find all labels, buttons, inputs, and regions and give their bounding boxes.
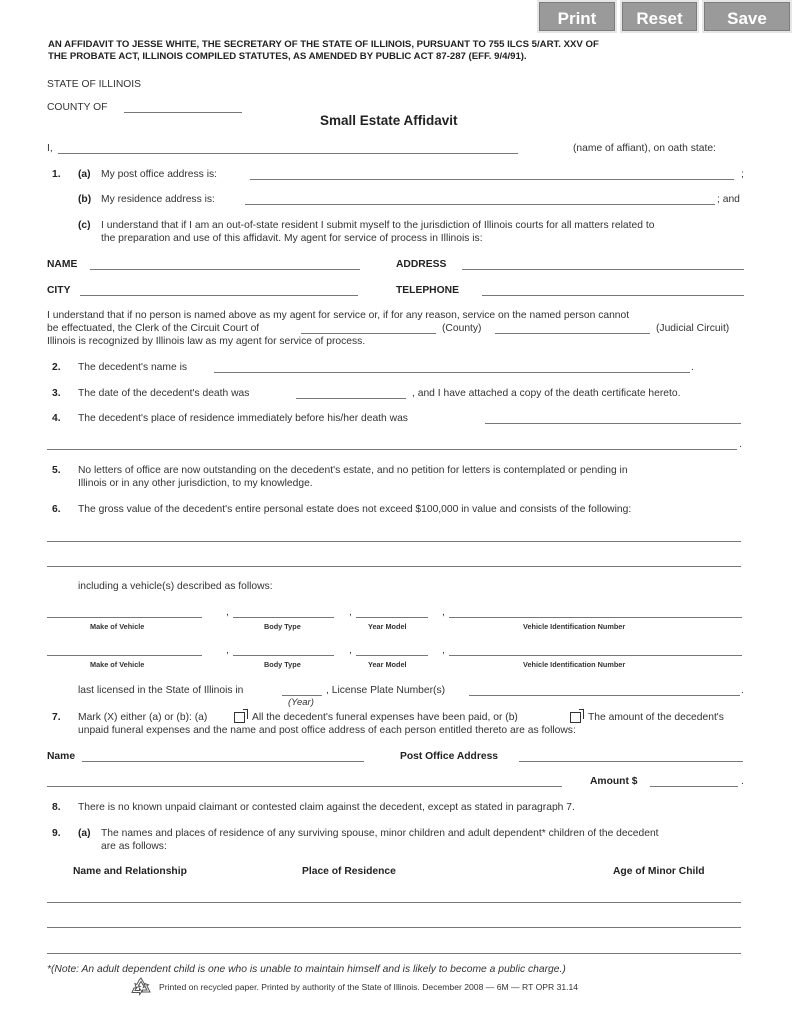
comma: , <box>226 607 229 618</box>
license-year-field[interactable] <box>282 695 322 696</box>
vehicle-2-year-field[interactable] <box>356 655 428 656</box>
estate-description-field-1[interactable] <box>47 541 741 542</box>
affiant-name-field[interactable] <box>58 153 518 154</box>
vehicle-2-make-label: Make of Vehicle <box>90 660 145 669</box>
vehicle-2-body-field[interactable] <box>233 655 334 656</box>
item-7-line-2: unpaid funeral expenses and the name and post office address of each person entitled thereto are as follows: <box>78 725 576 736</box>
vehicle-2-year-label: Year Model <box>368 660 407 669</box>
item-2-number: 2. <box>52 362 61 373</box>
save-button[interactable]: Save <box>702 0 792 33</box>
item-3-text: The date of the decedent's death was <box>78 388 250 399</box>
clerk-paragraph-line-1: I understand that if no person is named above as my agent for service or, if for any reason, service on the named person cannot <box>47 310 630 321</box>
print-button[interactable]: Print <box>537 0 617 33</box>
item-8-number: 8. <box>52 802 61 813</box>
item-5-line-1: No letters of office are now outstanding on the decedent's estate, and no petition for letters is contemplated or pending in <box>78 465 628 476</box>
header-line-1: AN AFFIDAVIT TO JESSE WHITE, THE SECRETARY OF THE STATE OF ILLINOIS, PURSUANT TO 755 ILCS 5/ART. XXV OF <box>48 39 599 50</box>
heirs-row-2-field[interactable] <box>47 927 741 928</box>
claimant-address-field[interactable] <box>47 786 562 787</box>
heirs-row-3-field[interactable] <box>47 953 741 954</box>
heirs-row-1-field[interactable] <box>47 902 741 903</box>
item-6-number: 6. <box>52 504 61 515</box>
heirs-place-column: Place of Residence <box>302 866 396 877</box>
footer-text: Printed on recycled paper. Printed by authority of the State of Illinois. December 2008 — 6M — RT OPR 31.14 <box>159 982 579 992</box>
vehicle-1-body-label: Body Type <box>264 622 301 631</box>
item-2-end: . <box>691 362 694 373</box>
year-caption: (Year) <box>288 697 314 708</box>
clerk-paragraph-line-2a: be effectuated, the Clerk of the Circuit Court of <box>47 323 260 334</box>
decedent-name-field[interactable] <box>214 372 690 373</box>
item-1c-text-1: I understand that if I am an out-of-state resident I submit myself to the jurisdiction of Illinois courts for all matters related to <box>101 220 655 231</box>
item-4-text: The decedent's place of residence immediately before his/her death was <box>78 413 408 424</box>
vehicle-1-make-label: Make of Vehicle <box>90 622 145 631</box>
place-of-residence-field-1[interactable] <box>485 423 741 424</box>
vehicle-1-make-field[interactable] <box>47 617 202 618</box>
item-3-number: 3. <box>52 388 61 399</box>
clerk-paragraph-line-2b: (County) <box>442 323 482 334</box>
agent-address-label: ADDRESS <box>396 259 447 270</box>
county-label: COUNTY OF <box>47 102 108 113</box>
residence-address-field[interactable] <box>245 204 715 205</box>
comma: , <box>349 645 352 656</box>
comma: , <box>226 645 229 656</box>
agent-city-field[interactable] <box>80 295 358 296</box>
license-plate-field[interactable] <box>469 695 740 696</box>
item-9-line-2: are as follows: <box>101 841 167 852</box>
estate-description-field-2[interactable] <box>47 566 741 567</box>
licensed-text-a: last licensed in the State of Illinois in <box>78 685 244 696</box>
item-5-line-2: Illinois or in any other jurisdiction, to my knowledge. <box>78 478 313 489</box>
item-1c-label: (c) <box>78 220 91 231</box>
vehicle-1-year-label: Year Model <box>368 622 407 631</box>
amount-end: . <box>741 776 744 787</box>
death-date-field[interactable] <box>296 398 406 399</box>
vehicle-2-vin-label: Vehicle Identification Number <box>523 660 626 669</box>
licensed-text-b: , License Plate Number(s) <box>326 685 446 696</box>
item-1-number: 1. <box>52 169 61 180</box>
vehicle-2-make-field[interactable] <box>47 655 202 656</box>
option-a-checkbox[interactable] <box>234 712 245 723</box>
vehicle-1-vin-field[interactable] <box>449 617 742 618</box>
item-1b-label: (b) <box>78 194 92 205</box>
dependent-child-note: *(Note: An adult dependent child is one who is unable to maintain himself and is likely to become a public charge.) <box>47 964 566 975</box>
agent-telephone-field[interactable] <box>482 295 744 296</box>
item-1c-text-2: the preparation and use of this affidavit. My agent for service of process in Illinois is: <box>101 233 483 244</box>
item-9-number: 9. <box>52 828 61 839</box>
item-7-text-b: All the decedent's funeral expenses have been paid, or (b) <box>252 712 518 723</box>
amount-field[interactable] <box>650 786 738 787</box>
item-7-text-c: The amount of the decedent's <box>588 712 724 723</box>
item-4-end: . <box>739 439 742 450</box>
clerk-paragraph-line-3: Illinois is recognized by Illinois law as my agent for service of process. <box>47 336 366 347</box>
reset-button[interactable]: Reset <box>620 0 699 33</box>
affiant-prefix: I, <box>47 143 53 154</box>
claimant-name-field[interactable] <box>82 761 364 762</box>
heirs-name-column: Name and Relationship <box>73 866 187 877</box>
claimant-po-label: Post Office Address <box>400 751 499 762</box>
item-9a-label: (a) <box>78 828 91 839</box>
form-title: Small Estate Affidavit <box>320 113 458 128</box>
item-1a-text: My post office address is: <box>101 169 217 180</box>
item-6-text: The gross value of the decedent's entire personal estate does not exceed $100,000 in value and consists of the following: <box>78 504 632 515</box>
item-9-line-1: The names and places of residence of any surviving spouse, minor children and adult dependent* children of the decedent <box>101 828 659 839</box>
recycle-icon <box>130 976 152 996</box>
header-line-2: THE PROBATE ACT, ILLINOIS COMPILED STATUTES, AS AMENDED BY PUBLIC ACT 87-287 (EFF. 9/4/91). <box>48 51 527 62</box>
agent-name-field[interactable] <box>90 269 360 270</box>
comma: , <box>442 645 445 656</box>
post-office-address-field[interactable] <box>250 179 734 180</box>
comma: , <box>349 607 352 618</box>
clerk-county-field[interactable] <box>301 333 436 334</box>
county-field[interactable] <box>124 112 242 113</box>
heirs-age-column: Age of Minor Child <box>613 866 705 877</box>
state-label: STATE OF ILLINOIS <box>47 79 142 90</box>
place-of-residence-field-2[interactable] <box>47 449 737 450</box>
item-1a-end: ; <box>741 169 744 180</box>
vehicle-2-body-label: Body Type <box>264 660 301 669</box>
clerk-paragraph-line-2c: (Judicial Circuit) <box>656 323 730 334</box>
vehicle-1-year-field[interactable] <box>356 617 428 618</box>
item-8-text: There is no known unpaid claimant or contested claim against the decedent, except as stated in paragraph 7. <box>78 802 575 813</box>
claimant-name-label: Name <box>47 751 76 762</box>
item-7-text-a: Mark (X) either (a) or (b): (a) <box>78 712 208 723</box>
agent-city-label: CITY <box>47 285 71 296</box>
agent-name-label: NAME <box>47 259 78 270</box>
claimant-po-field[interactable] <box>519 761 743 762</box>
item-1a-label: (a) <box>78 169 91 180</box>
item-1b-end: ; and <box>717 194 740 205</box>
agent-address-field[interactable] <box>462 269 744 270</box>
item-4-number: 4. <box>52 413 61 424</box>
vehicle-1-body-field[interactable] <box>233 617 334 618</box>
comma: , <box>442 607 445 618</box>
amount-label: Amount $ <box>590 776 638 787</box>
item-7-number: 7. <box>52 712 61 723</box>
item-3-text-2: , and I have attached a copy of the death certificate hereto. <box>412 388 681 399</box>
item-5-number: 5. <box>52 465 61 476</box>
vehicle-1-vin-label: Vehicle Identification Number <box>523 622 626 631</box>
vehicle-intro: including a vehicle(s) described as follows: <box>78 581 273 592</box>
licensed-end: . <box>741 685 744 696</box>
vehicle-2-vin-field[interactable] <box>449 655 742 656</box>
item-1b-text: My residence address is: <box>101 194 215 205</box>
judicial-circuit-field[interactable] <box>495 333 650 334</box>
agent-telephone-label: TELEPHONE <box>396 285 459 296</box>
affiant-suffix: (name of affiant), on oath state: <box>573 143 716 154</box>
option-b-checkbox[interactable] <box>570 712 581 723</box>
item-2-text: The decedent's name is <box>78 362 188 373</box>
